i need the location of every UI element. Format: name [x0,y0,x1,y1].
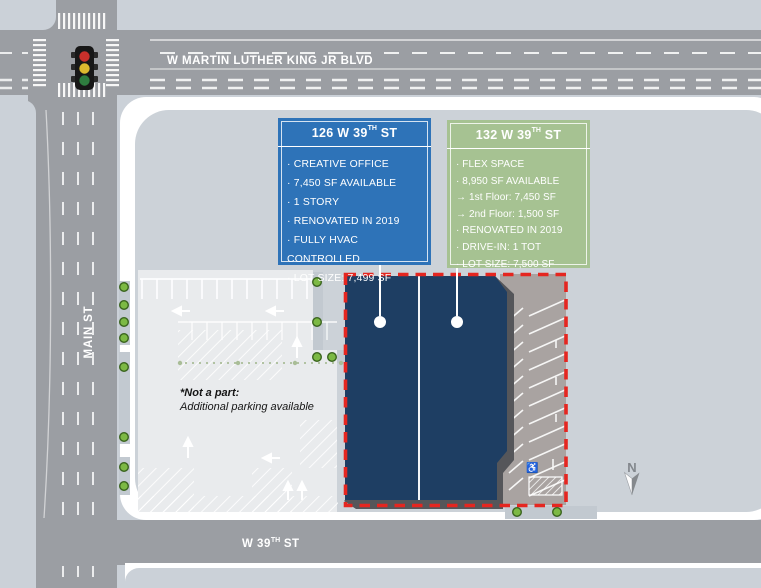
not-a-part-line1: *Not a part: [180,387,240,399]
not-a-part-line2: Additional parking available [180,401,314,413]
list-item: · LOT SIZE: 7,499 SF [287,273,392,284]
list-item: · DRIVE-IN: 1 TOT [456,241,542,253]
title-suffix: ST [540,128,562,142]
list-item: · FLEX SPACE [456,159,525,170]
list-item: · RENOVATED IN 2019 [456,225,563,237]
road-label-main-st: MAIN ST [83,305,95,359]
info-box-132-title [447,120,590,148]
title-suffix: ST [376,126,398,140]
list-item: · CREATIVE OFFICE [287,159,389,170]
list-item: · RENOVATED IN 2019 [287,216,400,227]
list-item: · 8,950 SF AVAILABLE [456,175,560,187]
road-label-w39th-sup: TH [270,537,281,544]
road-label-w39th-suffix: ST [280,538,300,550]
road-label-mlk-blvd: W MARTIN LUTHER KING JR BLVD [166,55,374,67]
building-footprint [344,276,514,509]
info-box-126-w-39th [278,118,431,284]
list-item: · 1 STORY [287,197,340,208]
info-box-132-w-39th [447,120,590,268]
north-arrow-label: N [627,460,637,475]
list-item: → 1st Floor: 7,450 SF [456,192,556,204]
title-text: 132 W 39 [475,128,532,142]
title-sup: TH [531,127,541,134]
traffic-light-icon [71,46,98,90]
list-item: · FULLY HVAC CONTROLLED [287,235,361,265]
road-label-w39th-text: W 39 [242,538,271,550]
info-box-132-list [447,149,590,273]
road-label-w39th-st [242,538,300,550]
no-parking-hatch [529,477,562,495]
title-sup: TH [367,125,377,132]
list-item: · 7,450 SF AVAILABLE [287,178,397,189]
handicap-parking-icon: ♿ [526,463,539,474]
info-box-126-title [278,118,431,146]
list-item: → 2nd Floor: 1,500 SF [456,208,560,220]
road-w39th-st [36,520,761,565]
list-item: · LOT SIZE: 7,500 SF [456,258,555,270]
info-box-126-list [278,147,431,288]
not-a-part-note [180,386,314,414]
title-text: 126 W 39 [311,126,368,140]
